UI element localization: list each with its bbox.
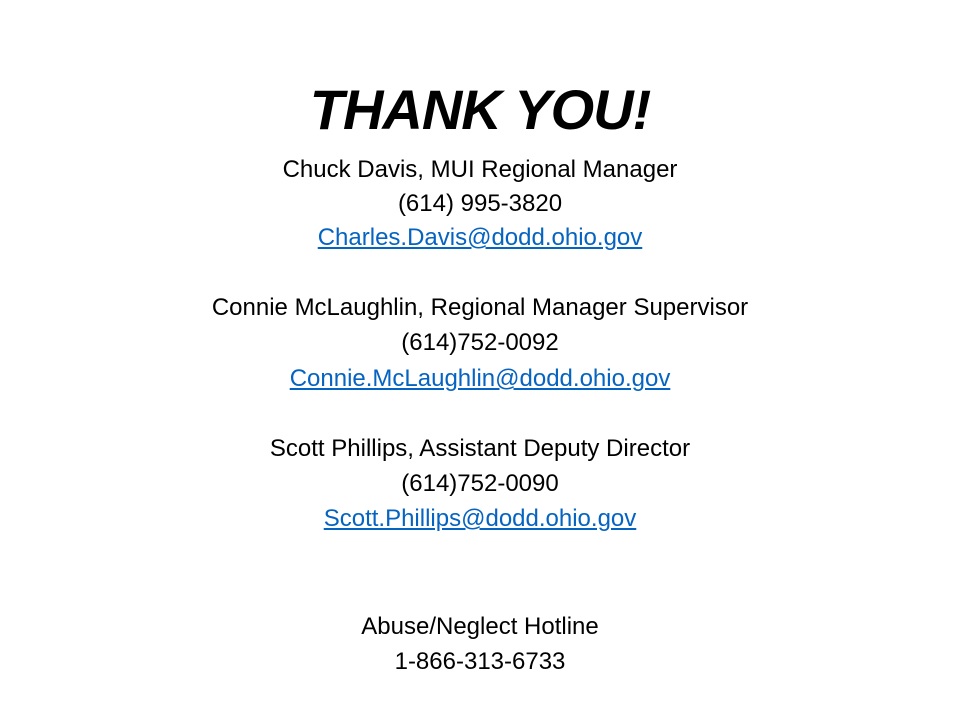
contact-2-phone: (614)752-0092	[401, 329, 559, 356]
contact-3-email-link[interactable]: Scott.Phillips@dodd.ohio.gov	[323, 505, 637, 532]
contact-1-email-link[interactable]: Charles.Davis@dodd.ohio.gov	[317, 224, 643, 251]
contact-1-email-row	[0, 220, 960, 256]
contact-3-name-title: Scott Phillips, Assistant Deputy Director	[269, 435, 691, 462]
contact-1-name-title: Chuck Davis, MUI Regional Manager	[282, 156, 678, 183]
contact-1-phone: (614) 995-3820	[397, 190, 563, 217]
contact-2-email-row	[0, 361, 960, 397]
hotline-number: 1-866-313-6733	[394, 648, 566, 675]
slide-title: THANK YOU!	[309, 78, 651, 141]
contact-3-email-row	[0, 501, 960, 537]
contact-3-phone: (614)752-0090	[401, 470, 559, 497]
hotline-label: Abuse/Neglect Hotline	[361, 613, 599, 640]
contact-2-email-link[interactable]: Connie.McLaughlin@dodd.ohio.gov	[289, 365, 671, 392]
contact-2-name-title: Connie McLaughlin, Regional Manager Supervisor	[211, 294, 749, 321]
